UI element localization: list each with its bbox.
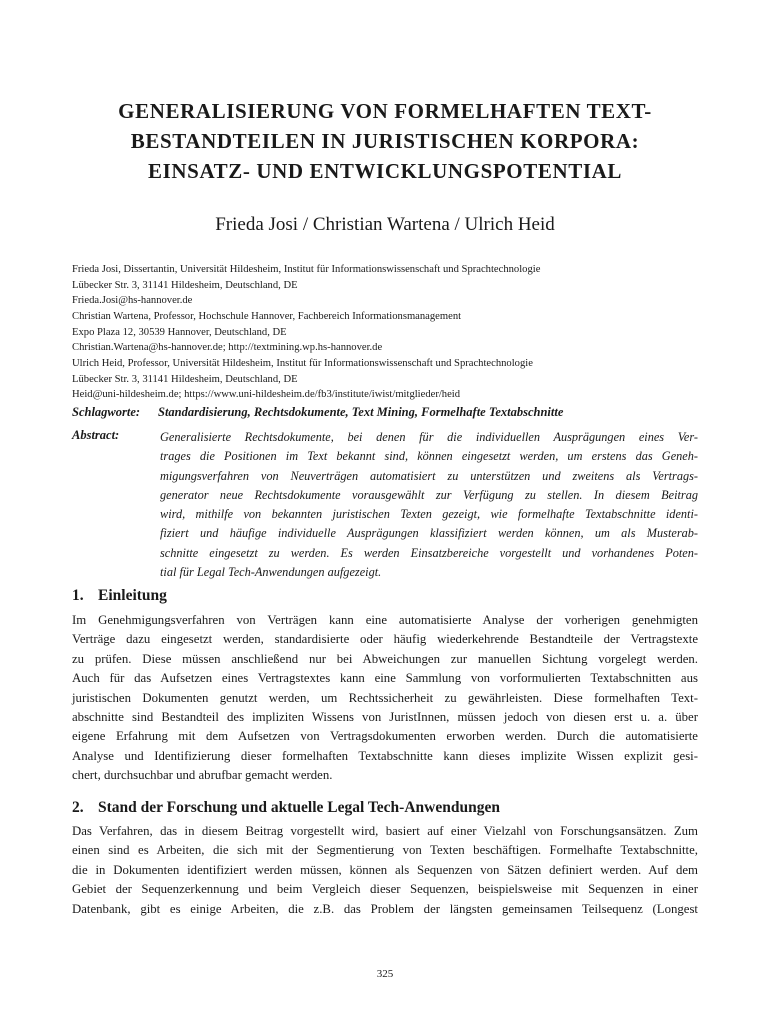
body-line: abschnitte sind Bestandteil des impliziten Wissens von JuristInnen, müssen jedoch von diesen erst u. a. über	[72, 710, 698, 725]
body-line: einen sind es Arbeiten, die sich mit der Segmentierung von Texten beschäftigen. Formelhafte Textabschnitte,	[72, 843, 698, 858]
abstract-line: tial für Legal Tech-Anwendungen aufgezeigt.	[160, 565, 382, 580]
affiliation-heid	[72, 356, 702, 403]
body-line: Im Genehmigungsverfahren von Verträgen kann eine automatisierte Analyse der vorherigen genehmigten	[72, 613, 698, 627]
abstract-line: fiziert und häufige individuelle Ausprägungen klassifiziert werden können, um als Musterab-	[160, 526, 698, 541]
affiliation-line: Christian Wartena, Professor, Hochschule Hannover, Fachbereich Informationsmanagement	[72, 311, 462, 322]
abstract-line: generator neue Rechtsdokumente vorausgewählt zur Verfügung zu stellen. In diesem Beitrag	[160, 487, 698, 502]
keywords-text: Standardisierung, Rechtsdokumente, Text Mining, Formelhafte Textabschnitte	[158, 405, 564, 419]
body-line: Auch für das Aufsetzen eines Vertragstextes kann eine Sammlung von vorformulierten Textabschnitten aus	[72, 671, 698, 686]
affiliation-email: Christian.Wartena@hs-hannover.de; http://textmining.wp.hs-hannover.de	[72, 342, 383, 353]
body-line: eigene Erfahrung mit dem Aufsetzen von Vertragsdokumenten erworben werden. Durch die automatisierte	[72, 729, 698, 744]
page-number: 325	[376, 968, 394, 980]
abstract-line: trages die Positionen im Text bekannt sind, können eingesetzt werden, um erstens das Geneh-	[160, 449, 698, 464]
title-line: GENERALISIERUNG VON FORMELHAFTEN TEXT-	[118, 99, 652, 123]
keywords-label: Schlagworte:	[72, 405, 141, 419]
section-body-einleitung	[72, 611, 698, 786]
section-number: 1.	[72, 587, 84, 604]
body-line: Analyse und Identifizierung dieser formelhaften Textabschnitte kann dieses implizite Wissen explizit gesi-	[72, 748, 698, 763]
affiliation-josi	[72, 262, 702, 309]
author-list: Frieda Josi / Christian Wartena / Ulrich Heid	[215, 214, 555, 235]
title-line: EINSATZ- UND ENTWICKLUNGSPOTENTIAL	[148, 159, 622, 183]
affiliation-email: Heid@uni-hildesheim.de; https://www.uni-hildesheim.de/fb3/institute/iwist/mitglieder/heid	[72, 389, 461, 400]
body-line: Datenbank, gibt es einige Arbeiten, die z.B. das Problem der längsten gemeinsamen Teilsequenz (Longest	[72, 901, 698, 916]
body-line: Gebiet der Sequenzerkennung und beim Vergleich dieser Sequenzen, beispielsweise mit Sequenzen in einer	[72, 882, 698, 897]
abstract-line: Generalisierte Rechtsdokumente, bei denen für die individuellen Ausprägungen eines Ver-	[160, 430, 698, 444]
title-line: BESTANDTEILEN IN JURISTISCHEN KORPORA:	[130, 129, 640, 153]
abstract-line: wird, mithilfe von bekannten juristischen Texten gezeigt, wie formelhafte Textabschnitte identi-	[160, 507, 698, 522]
keywords	[72, 405, 563, 420]
paper-title	[60, 96, 710, 186]
section-heading-stand-der-forschung	[72, 799, 500, 817]
body-line: Verträge dazu eingesetzt werden, standardisierte oder häufig wiederkehrende Bestandteile der Vertragstexte	[72, 632, 698, 647]
abstract-line: migungsverfahren von Neuverträgen automatisiert zu unterstützen und zweitens als Vertrags-	[160, 468, 698, 483]
abstract-label: Abstract:	[72, 428, 120, 442]
body-line: zu prüfen. Diese müssen anschließend nur bei Abweichungen zur manuellen Sichtung vorgelegt werden.	[72, 651, 698, 666]
affiliation-line: Frieda Josi, Dissertantin, Universität Hildesheim, Institut für Informationswissenschaft und Sprachtechnologie	[72, 264, 541, 275]
affiliation-line: Lübecker Str. 3, 31141 Hildesheim, Deutschland, DE	[72, 373, 298, 385]
body-line: die in Dokumenten identifiziert werden müssen, können als Sequenzen von Sätzen definiert werden. Auf dem	[72, 862, 698, 877]
section-title: Einleitung	[98, 587, 167, 604]
body-line: chert, durchsuchbar und abrufbar gemacht werden.	[72, 768, 333, 783]
section-body-stand-der-forschung	[72, 822, 698, 919]
affiliation-line: Ulrich Heid, Professor, Universität Hildesheim, Institut für Informationswissenschaft und Sprachtechnologie	[72, 358, 533, 369]
section-title: Stand der Forschung und aktuelle Legal Tech-Anwendungen	[98, 799, 500, 816]
section-heading-einleitung	[72, 587, 167, 605]
abstract-line: schnitte eingesetzt zu werden. Es werden Einsatzbereiche vorgestellt und vorhandenes Poten-	[160, 545, 698, 560]
affiliation-wartena	[72, 309, 702, 356]
abstract-text	[160, 428, 698, 582]
affiliation-line: Lübecker Str. 3, 31141 Hildesheim, Deutschland, DE	[72, 279, 298, 291]
body-line: juristischen Dokumenten genutzt werden, um Rechtssicherheit zu gewährleisten. Diese formelhaften Text-	[72, 690, 698, 705]
affiliation-email: Frieda.Josi@hs-hannover.de	[72, 295, 193, 306]
affiliation-line: Expo Plaza 12, 30539 Hannover, Deutschland, DE	[72, 326, 287, 338]
section-number: 2.	[72, 799, 84, 816]
body-line: Das Verfahren, das in diesem Beitrag vorgestellt wird, basiert auf einer Vielzahl von Forschungsansätzen. Zum	[72, 824, 698, 838]
